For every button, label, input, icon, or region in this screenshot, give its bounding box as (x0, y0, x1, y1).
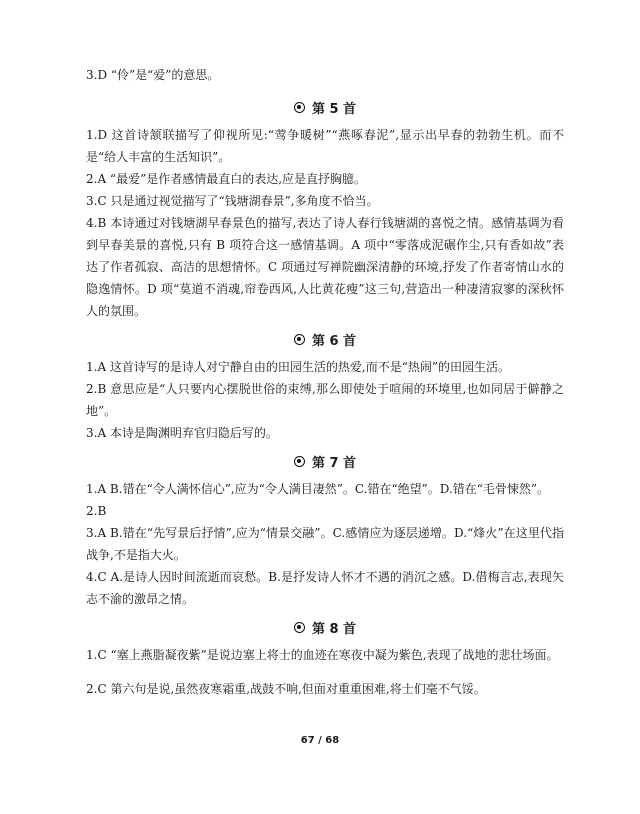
answer-line: 3.A 本诗是陶渊明弃官归隐后写的。 (86, 426, 278, 440)
page-number: 67 / 68 (300, 735, 340, 746)
answer-line: 1.C “塞上燕脂凝夜紫”是说边塞上将士的血迹在寒夜中凝为紫色,表现了战地的悲壮场面。 (86, 648, 559, 662)
answer-line: 2.B 意思应是“人只要内心摆脱世俗的束缚,那么即使处于喧闹的环境里,也如同居于僻静之地”。 (86, 382, 564, 418)
target-icon (294, 334, 305, 345)
target-icon (294, 622, 305, 633)
answer-line: 2.C 第六句是说,虽然夜寒霜重,战鼓不响,但面对重重困难,将士们毫不气馁。 (86, 682, 486, 696)
section-heading (86, 444, 564, 478)
answer-content (86, 64, 564, 700)
answer-line: 1.A B.错在“令人满怀信心”,应为“令人满目凄然”。C.错在“绝望”。D.错在“毛骨悚然”。 (86, 482, 550, 496)
section-title: 第 6 首 (311, 333, 357, 349)
section-heading (86, 610, 564, 644)
section-title: 第 7 首 (311, 455, 357, 471)
answer-line: 3.A B.错在“先写景后抒情”,应为“情景交融”。C.感情应为逐层递增。D.“烽火”在这里代指战争,不是指大火。 (86, 526, 564, 562)
answer-line: 4.B 本诗通过对钱塘湖早春景色的描写,表达了诗人春行钱塘湖的喜悦之情。感情基调为看到早春美景的喜悦,只有 B 项符合这一感情基调。A 项中“零落成泥碾作尘,只有香如故”表达了作者孤寂、高洁的思想情怀。C 项通过写禅院幽深清静的环境,抒发了作者寄情山水的隐逸情怀。D 项“莫道不消魂,帘卷西风,人比黄花瘦”这三句,营造出一种凄清寂寥的深秋怀人的氛围。 (86, 216, 564, 318)
target-icon (294, 456, 305, 467)
answer-line: 2.B (86, 504, 107, 518)
target-icon (294, 102, 305, 113)
spacer (86, 666, 564, 678)
answer-line: 1.D 这首诗颔联描写了仰视所见:“莺争暖树”“燕啄春泥”,显示出早春的勃勃生机。而不是“给人丰富的生活知识”。 (86, 128, 564, 164)
section-title: 第 5 首 (311, 101, 357, 117)
answer-line: 3.D “伶”是“爱”的意思。 (86, 68, 220, 82)
section-title: 第 8 首 (311, 621, 357, 637)
answer-line: 3.C 只是通过视觉描写了“钱塘湖春景”,多角度不恰当。 (86, 194, 379, 208)
section-heading (86, 322, 564, 356)
answer-line: 1.A 这首诗写的是诗人对宁静自由的田园生活的热爱,而不是“热闹”的田园生活。 (86, 360, 511, 374)
answer-line: 2.A “最爱”是作者感情最直白的表达,应是直抒胸臆。 (86, 172, 367, 186)
answer-line: 4.C A.是诗人因时间流逝而哀愁。B.是抒发诗人怀才不遇的消沉之感。D.借梅言志,表现矢志不渝的激昂之情。 (86, 570, 564, 606)
section-heading (86, 90, 564, 124)
